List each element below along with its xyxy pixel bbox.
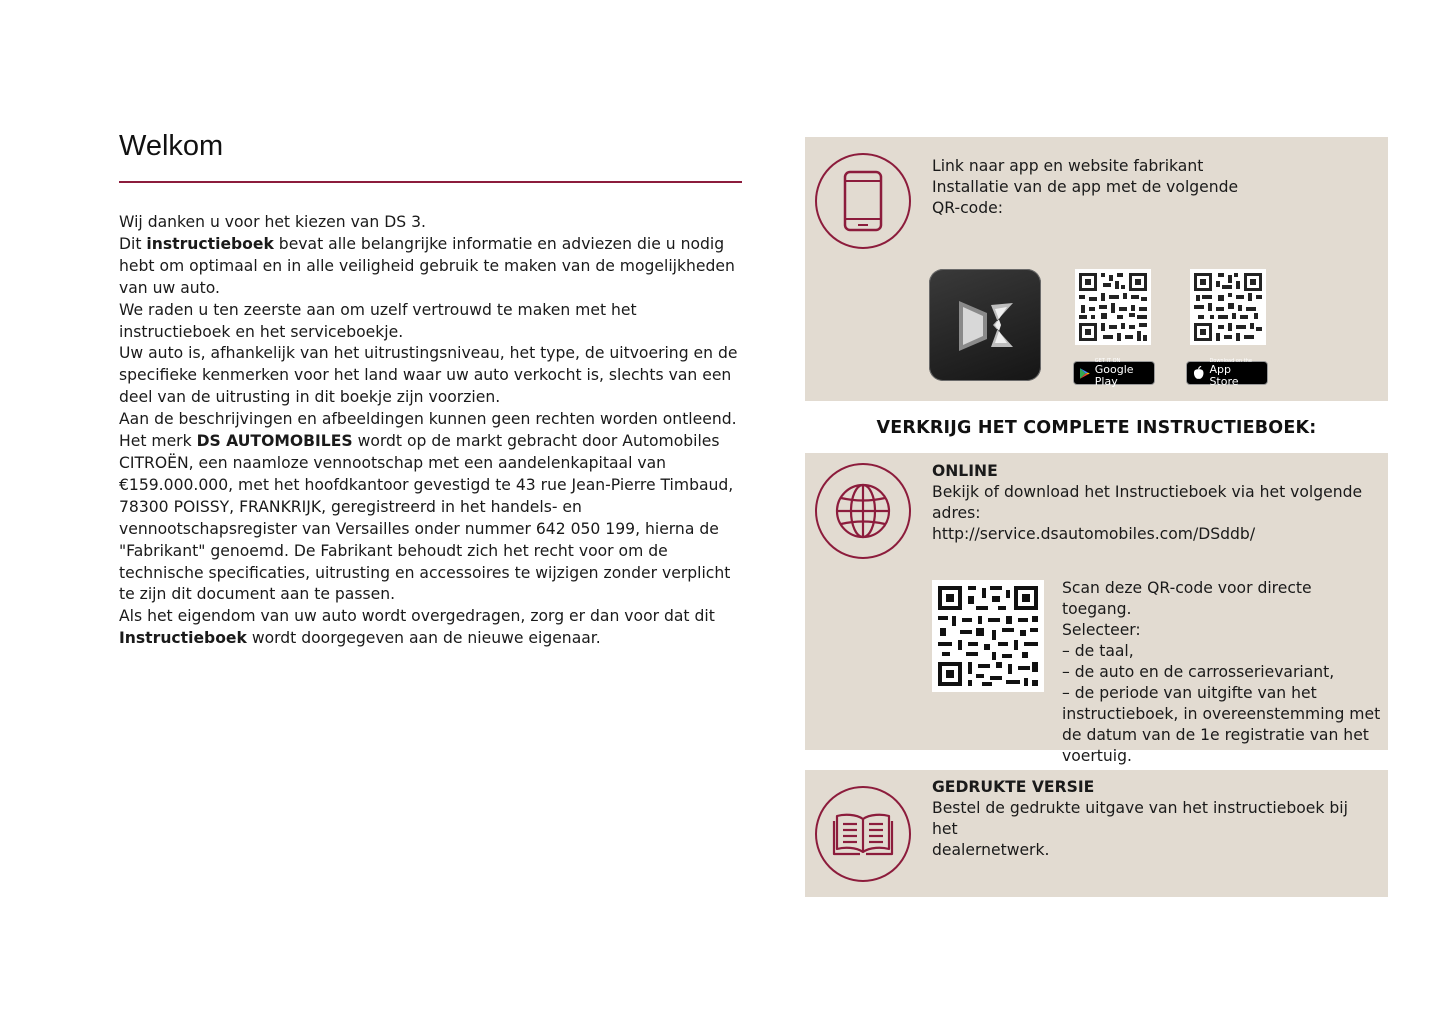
google-play-badge-text: GET IT ON Google Play: [1094, 358, 1134, 388]
app-store-badge[interactable]: [1186, 358, 1268, 388]
section-heading: VERKRIJG HET COMPLETE INSTRUCTIEBOEK:: [876, 418, 1317, 438]
welcome-text: [119, 212, 749, 650]
paragraph: Aan de beschrijvingen en afbeeldingen kunnen geen rechten worden ontleend.: [119, 410, 737, 429]
title-divider: [119, 181, 742, 183]
paragraph: Het merk DS AUTOMOBILES wordt op de markt gebracht door Automobiles CITROËN, een naamloze vennootschap met een aandelenkapitaal van €159.000.000, met het hoofdkantoor gevestigd te 43 rue Jean-Pierre Timbaud, 78300 POISSY, FRANKRIJK, geregistreerd in het handels- en vennootschapsregister van Versailles onder nummer 642 050 199, hierna de "Fabrikant" genoemd. De Fabrikant behoudt zich het recht voor om de technische specificaties, uitrusting en accessoires te wijzigen zonder verplicht te zijn dit document aan te passen.: [119, 432, 734, 604]
paragraph: Als het eigendom van uw auto wordt overgedragen, zorg er dan voor dat dit Instructieboek wordt doorgegeven aan de nieuwe eigenaar.: [119, 607, 715, 648]
google-play-icon: [1080, 367, 1090, 380]
ds-app-icon[interactable]: [929, 269, 1041, 381]
app-install-line: Installatie van de app met de volgende: [932, 178, 1239, 196]
online-line: adres:: [932, 504, 981, 522]
app-panel: [805, 137, 1388, 401]
app-panel-text: [932, 156, 1372, 219]
book-icon: [815, 786, 911, 882]
app-store-badge-text: Download on the App Store: [1209, 358, 1252, 388]
paragraph: Dit instructieboek bevat alle belangrijke informatie en adviezen die u nodig hebt om optimaal en in alle veiligheid gebruik te maken van de mogelijkheden van uw auto.: [119, 234, 735, 297]
online-panel-text: [932, 461, 1372, 545]
qr-instructions: Scan deze QR-code voor directe toegang. Selecteer: – de taal, – de auto en de carrosserievariant, – de periode van uitgifte van het instructieboek, in overeenstemming met de datum van de 1e registratie van het voertuig.: [1062, 579, 1381, 765]
page-title: Welkom: [119, 130, 224, 162]
paragraph: Uw auto is, afhankelijk van het uitrustingsniveau, het type, de uitvoering en de specifieke kenmerken voor het land waar uw auto verkocht is, slechts van een deel van de uitrusting in dit boekje zijn voorzien.: [119, 344, 738, 407]
printed-title: GEDRUKTE VERSIE: [932, 778, 1095, 796]
ds-logo: [929, 269, 1041, 381]
online-panel: [805, 453, 1388, 765]
paragraph: Wij danken u voor het kiezen van DS 3.: [119, 213, 426, 231]
google-play-badge[interactable]: [1073, 358, 1155, 388]
google-play-qr-code[interactable]: [1075, 269, 1151, 345]
printed-panel: [805, 770, 1388, 897]
paragraph: We raden u ten zeerste aan om uzelf vertrouwd te maken met het instructieboek en het serviceboekje.: [119, 300, 637, 341]
manual-url-link[interactable]: http://service.dsautomobiles.com/DSddb/: [932, 525, 1256, 543]
printed-line: Bestel de gedrukte uitgave van het instructieboek bij het: [932, 799, 1348, 838]
app-qr-line: QR-code:: [932, 199, 1003, 217]
globe-icon: [815, 463, 911, 559]
online-line: Bekijk of download het Instructieboek via het volgende: [932, 483, 1363, 501]
phone-icon: [815, 153, 911, 249]
apple-icon: [1193, 366, 1204, 380]
online-title: ONLINE: [932, 462, 998, 480]
app-link-line: Link naar app en website fabrikant: [932, 157, 1204, 175]
manual-qr-code[interactable]: [932, 580, 1044, 692]
printed-panel-text: [932, 777, 1372, 861]
printed-line: dealernetwerk.: [932, 841, 1050, 859]
app-store-qr-code[interactable]: [1190, 269, 1266, 345]
